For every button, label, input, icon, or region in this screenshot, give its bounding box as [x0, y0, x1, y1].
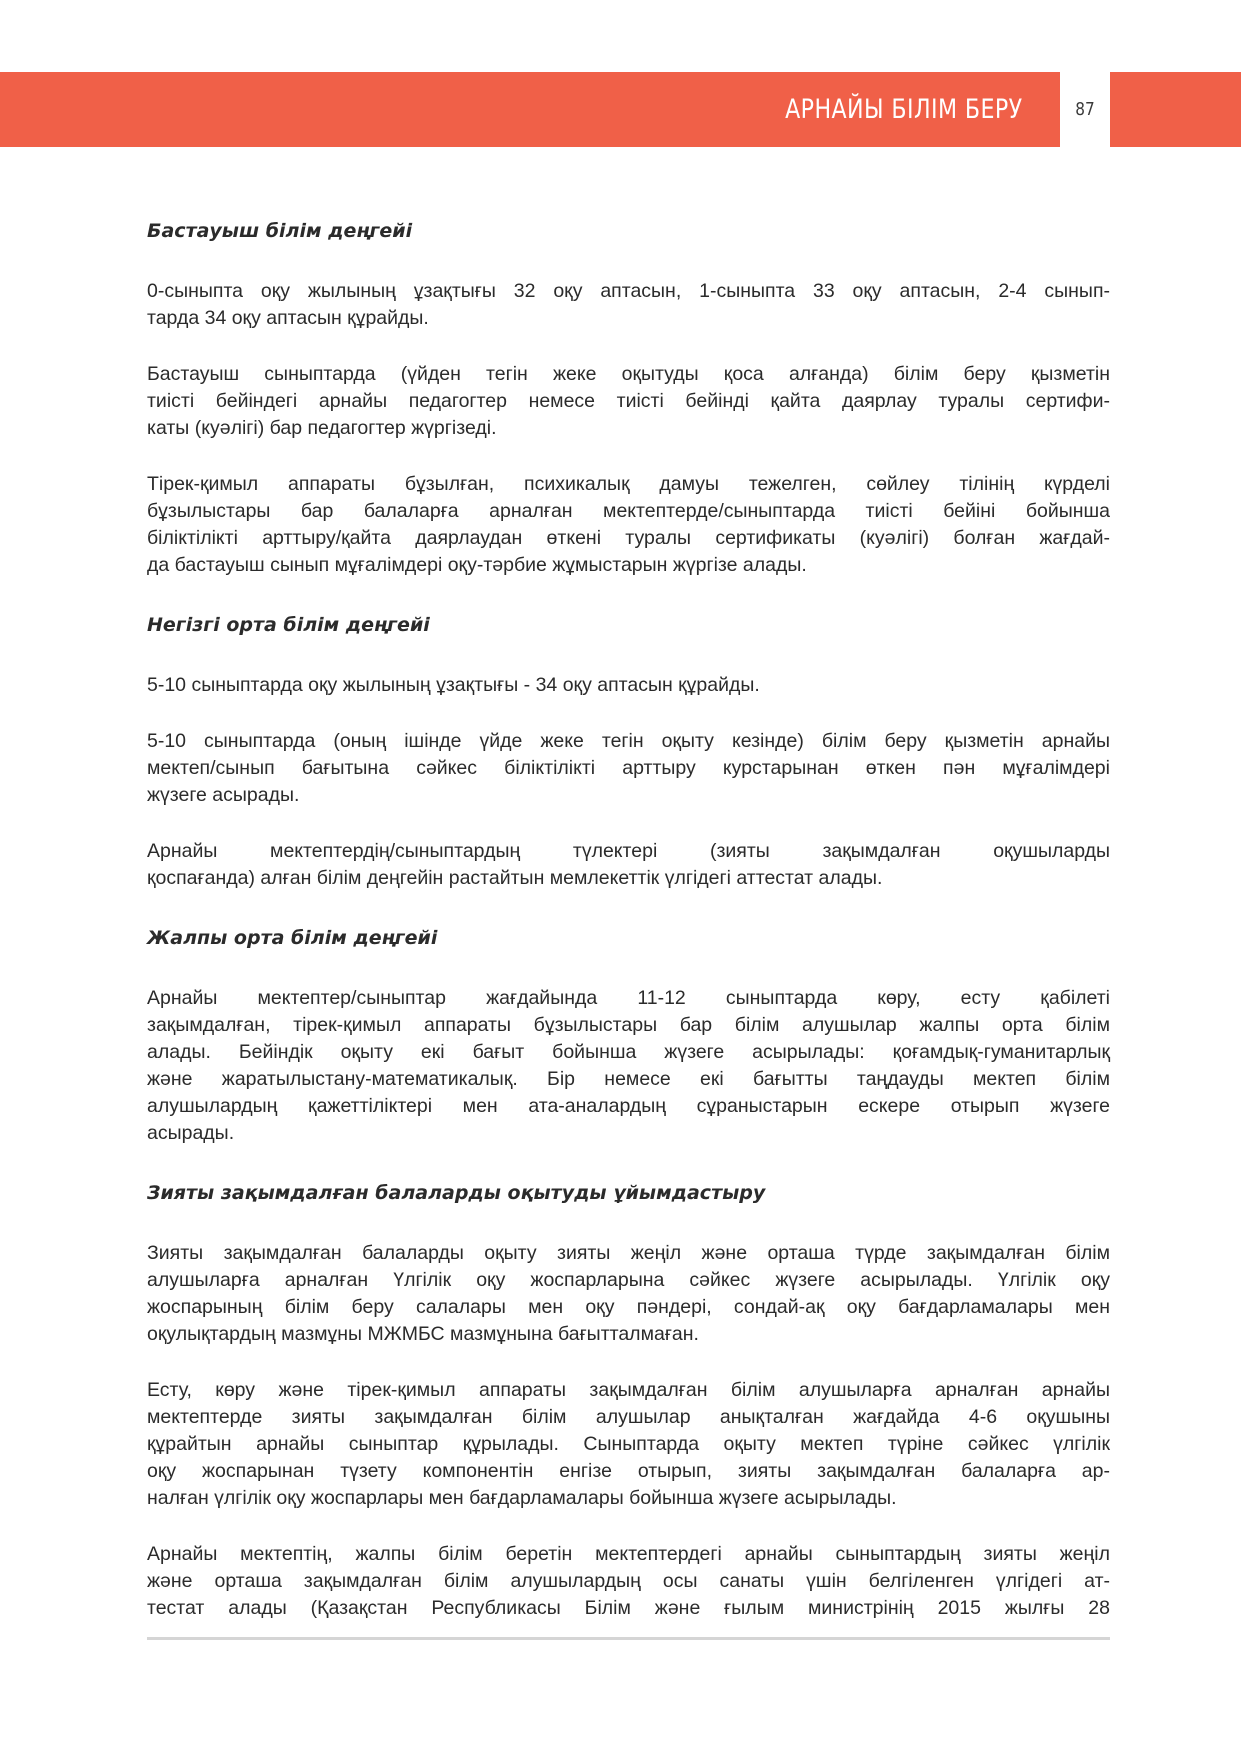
text-line: алушыларға арналған Үлгілік оқу жоспарларына сәйкес жүзеге асырылады. Үлгілік оқу [147, 1269, 1110, 1291]
text-line: Тірек-қимыл аппараты бұзылған, психикалық дамуы тежелген, сөйлеу тілінің күрделі [147, 473, 1110, 495]
text-line: оқулықтардың мазмұны МЖМБС мазмұнына бағытталмаған. [147, 1323, 699, 1345]
body-paragraph [147, 1240, 1110, 1348]
text-line: Арнайы мектептердің/сыныптардың түлектері (зияты зақымдалған оқушыларды [147, 840, 1110, 862]
text-line: налған үлгілік оқу жоспарлары мен бағдарламалары бойынша жүзеге асырылады. [147, 1487, 897, 1509]
text-line: Арнайы мектептің, жалпы білім беретін мектептердегі арнайы сыныптардың зияты жеңіл [147, 1543, 1110, 1565]
running-header-title: АРНАЙЫ БІЛІМ БЕРУ [785, 94, 1023, 125]
text-line: бұзылыстары бар балаларға арналған мектептерде/сыныптарда тиісті бейіні бойынша [147, 500, 1110, 522]
text-line: біліктілікті арттыру/қайта даярлаудан өткені туралы сертификаты (куәлігі) болған жағдай- [147, 527, 1110, 549]
text-line: тиісті бейіндегі арнайы педагогтер немесе тиісті бейінді қайта даярлау туралы сертифи- [147, 390, 1110, 412]
text-line: тестат алады (Қазақстан Республикасы Білім және ғылым министрінің 2015 жылғы 28 [147, 1597, 1110, 1619]
text-line: асырады. [147, 1122, 235, 1144]
text-line: алады. Бейіндік оқыту екі бағыт бойынша жүзеге асырылады: қоғамдық-гуманитарлық [147, 1041, 1110, 1063]
text-line: және орташа зақымдалған білім алушылардың осы санаты үшін белгіленген үлгідегі ат- [147, 1570, 1110, 1592]
text-line: мектеп/сынып бағытына сәйкес біліктілікті арттыру курстарынан өткен пән мұғалімдері [147, 757, 1110, 779]
text-line: Есту, көру және тірек-қимыл аппараты зақымдалған білім алушыларға арналған арнайы [147, 1379, 1110, 1401]
body-paragraph [147, 471, 1110, 579]
body-paragraph [147, 1541, 1110, 1622]
body-paragraph [147, 672, 1110, 699]
page-body [147, 214, 1110, 1622]
body-paragraph [147, 728, 1110, 809]
text-line: зақымдалған, тірек-қимыл аппараты бұзылыстары бар білім алушылар жалпы орта білім [147, 1014, 1110, 1036]
text-line: Бастауыш сыныптарда (үйден тегін жеке оқытуды қоса алғанда) білім беру қызметін [147, 363, 1110, 385]
text-line: Арнайы мектептер/сыныптар жағдайында 11-12 сыныптарда көру, есту қабілеті [147, 987, 1110, 1009]
text-line: 0-сыныпта оқу жылының ұзақтығы 32 оқу аптасын, 1-сыныпта 33 оқу аптасын, 2-4 сынып- [147, 280, 1110, 302]
text-line: мектептерде зияты зақымдалған білім алушылар анықталған жағдайда 4-6 оқушыны [147, 1406, 1110, 1428]
section-heading: Зияты зақымдалған балаларды оқытуды ұйымдастыру [147, 1182, 766, 1204]
body-paragraph [147, 1377, 1110, 1512]
text-line: оқу жоспарынан түзету компонентін енгізе отырып, зияты зақымдалған балаларға ар- [147, 1460, 1110, 1482]
section-heading: Бастауыш білім деңгейі [147, 220, 413, 242]
text-line: жүзеге асырады. [147, 784, 300, 806]
text-line: да бастауыш сынып мұғалімдері оқу-тәрбие жұмыстарын жүргізе алады. [147, 554, 807, 576]
page-number: 87 [1075, 99, 1095, 120]
text-line: жоспарының білім беру салалары мен оқу пәндері, сондай-ақ оқу бағдарламалары мен [147, 1296, 1110, 1318]
body-paragraph [147, 361, 1110, 442]
text-line: құрайтын арнайы сыныптар құрылады. Сыныптарда оқыту мектеп түріне сәйкес үлгілік [147, 1433, 1110, 1455]
footer-rule [147, 1637, 1110, 1640]
text-line: каты (куәлiгi) бар педагогтер жүргізеді. [147, 417, 497, 439]
text-line: 5-10 сыныптарда оқу жылының ұзақтығы - 34 оқу аптасын құрайды. [147, 674, 760, 696]
section-heading: Негізгі орта білім деңгейі [147, 614, 430, 636]
text-line: тарда 34 оқу аптасын құрайды. [147, 307, 429, 329]
text-line: алушылардың қажеттіліктері мен ата-аналардың сұраныстарын ескере отырып жүзеге [147, 1095, 1110, 1117]
text-line: және жаратылыстану-математикалық. Бір немесе екі бағытты таңдауды мектеп білім [147, 1068, 1110, 1090]
section-heading: Жалпы орта білім деңгейі [147, 927, 438, 949]
header-band-tab [1110, 72, 1241, 147]
body-paragraph [147, 278, 1110, 332]
body-paragraph [147, 838, 1110, 892]
body-paragraph [147, 985, 1110, 1147]
text-line: қоспағанда) алған білім деңгейін растайтын мемлекеттік үлгідегі аттестат алады. [147, 867, 883, 889]
text-line: Зияты зақымдалған балаларды оқыту зияты жеңіл және орташа түрде зақымдалған білім [147, 1242, 1110, 1264]
text-line: 5-10 сыныптарда (оның ішінде үйде жеке тегін оқыту кезінде) білім беру қызметін арнайы [147, 730, 1110, 752]
